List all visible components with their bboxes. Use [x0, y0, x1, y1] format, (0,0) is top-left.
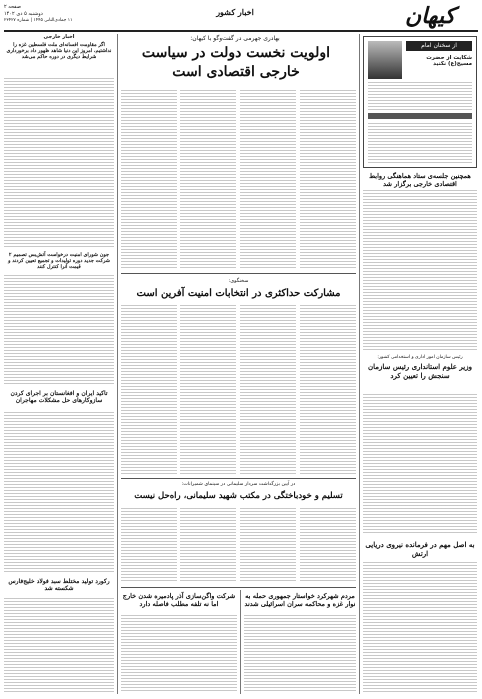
- portrait-image: [368, 41, 402, 79]
- newspaper-logo: [390, 1, 470, 31]
- bottom-headline-2: مردم شهرکرد خواستار جمهوری حمله به نوار غزه و محاکمه سران اسرائیلی شدند: [244, 592, 356, 608]
- middle-kicker: سخنگوی:: [228, 278, 249, 284]
- lead-kicker: بهادری جهرمی در گفت‌وگو با کیهان:: [190, 35, 280, 42]
- soleimani-body-col: [300, 508, 356, 583]
- soleimani-headline: تسلیم و خودباختگی در مکتب شهید سلیمانی، راه‌حل نیست: [134, 491, 343, 501]
- quote-subtitle: شکایت از حضرت مسیح(ع) نکنید: [426, 55, 472, 67]
- right-headline-1: همچنین جلسه‌ی ستاد هماهنگی روابط اقتصادی خارجی برگزار شد: [369, 172, 471, 188]
- column-rule: [117, 34, 118, 694]
- right-headline-3: به اصل مهم در فرمانده نیروی دریایی ارتش: [365, 540, 475, 558]
- middle-headline: مشارکت حداکثری در انتخابات امنیت آفرین است: [136, 288, 341, 299]
- left-headline-2: جون شورای امنیت درخواست آتش‌بس تصمیم ۲ شرکت جدید دوره تولیدات و تجمیع تعیین کردند و قیمت آنرا کنترل کنند: [8, 252, 110, 271]
- right-headline-2: وزیر علوم استانداری رئیس سازمان سنجش را تعیین کرد: [367, 362, 472, 380]
- left-column-header: اخبار خارجی: [43, 34, 75, 40]
- bottom-headline-1: شرکت واگن‌سازی آذر پادمیره شدن خارج اما نه تلفه مطلب فاصله دارد: [122, 592, 236, 608]
- right-body-2: [363, 394, 477, 534]
- section-divider: [121, 587, 356, 588]
- left-headline-1: اگر مقاومت افسانه‌ای ملت فلسطین غزه را نداشتیم، امروز این دنیا شاهد ظهور داد برخورداری شرایط دیگری در دوره حاکم می‌شد: [6, 42, 112, 61]
- lead-body-col: [180, 90, 236, 270]
- right-kicker-2: رئیس سازمان امور اداری و استخدامی کشور:: [377, 355, 463, 360]
- middle-body-col: [300, 305, 356, 475]
- bottom-body-2: [244, 615, 356, 693]
- lead-body-col: [121, 90, 177, 270]
- logo-text: کیهان: [404, 3, 456, 29]
- soleimani-body-col: [180, 508, 236, 583]
- soleimani-kicker: در آیین بزرگداشت سردار سلیمانی در سینمای شمیرانات:: [181, 482, 296, 487]
- soleimani-body-col: [240, 508, 296, 583]
- lead-body-col: [300, 90, 356, 270]
- date-line-secondary: ۱۱ جمادی‌الثانی ۱۴۴۵ | شماره ۲۳۴۲۷: [4, 18, 73, 23]
- right-body-3: [363, 562, 477, 692]
- middle-body-col: [240, 305, 296, 475]
- left-headline-4: رکورد تولید مختلط سبد فولاد خلیج‌فارس شکسته شد: [8, 578, 110, 593]
- quote-body-2: [368, 123, 472, 163]
- column-rule: [240, 590, 241, 694]
- right-body-1: [363, 190, 477, 350]
- masthead-rule: [4, 30, 478, 32]
- section-divider: [121, 273, 356, 274]
- left-body-2: [4, 275, 114, 385]
- page-number: صفحه ۲: [4, 4, 21, 10]
- date-line: دوشنبه ۵ دی ۱۴۰۲: [4, 11, 43, 17]
- quote-badge: از سخنان امام: [406, 41, 472, 51]
- left-body-3: [4, 412, 114, 572]
- lead-headline: اولویت نخست دولت در سیاست خارجی اقتصادی است: [141, 45, 331, 80]
- column-rule: [359, 34, 360, 694]
- lead-body-col: [240, 90, 296, 270]
- middle-body-col: [121, 305, 177, 475]
- quote-body: [368, 82, 472, 110]
- quote-strip: [368, 113, 472, 119]
- quote-box: [363, 36, 477, 168]
- middle-body-col: [180, 305, 236, 475]
- left-body-1: [4, 78, 114, 248]
- bottom-body-1: [121, 615, 237, 693]
- left-headline-3: تاکید ایران و افغانستان بر اجرای کردن سازوکارهای حل مشکلات مهاجران: [10, 390, 108, 405]
- soleimani-body-col: [121, 508, 177, 583]
- section-title: اخبار کشور: [216, 7, 254, 17]
- section-divider: [121, 478, 356, 479]
- left-body-4: [4, 598, 114, 693]
